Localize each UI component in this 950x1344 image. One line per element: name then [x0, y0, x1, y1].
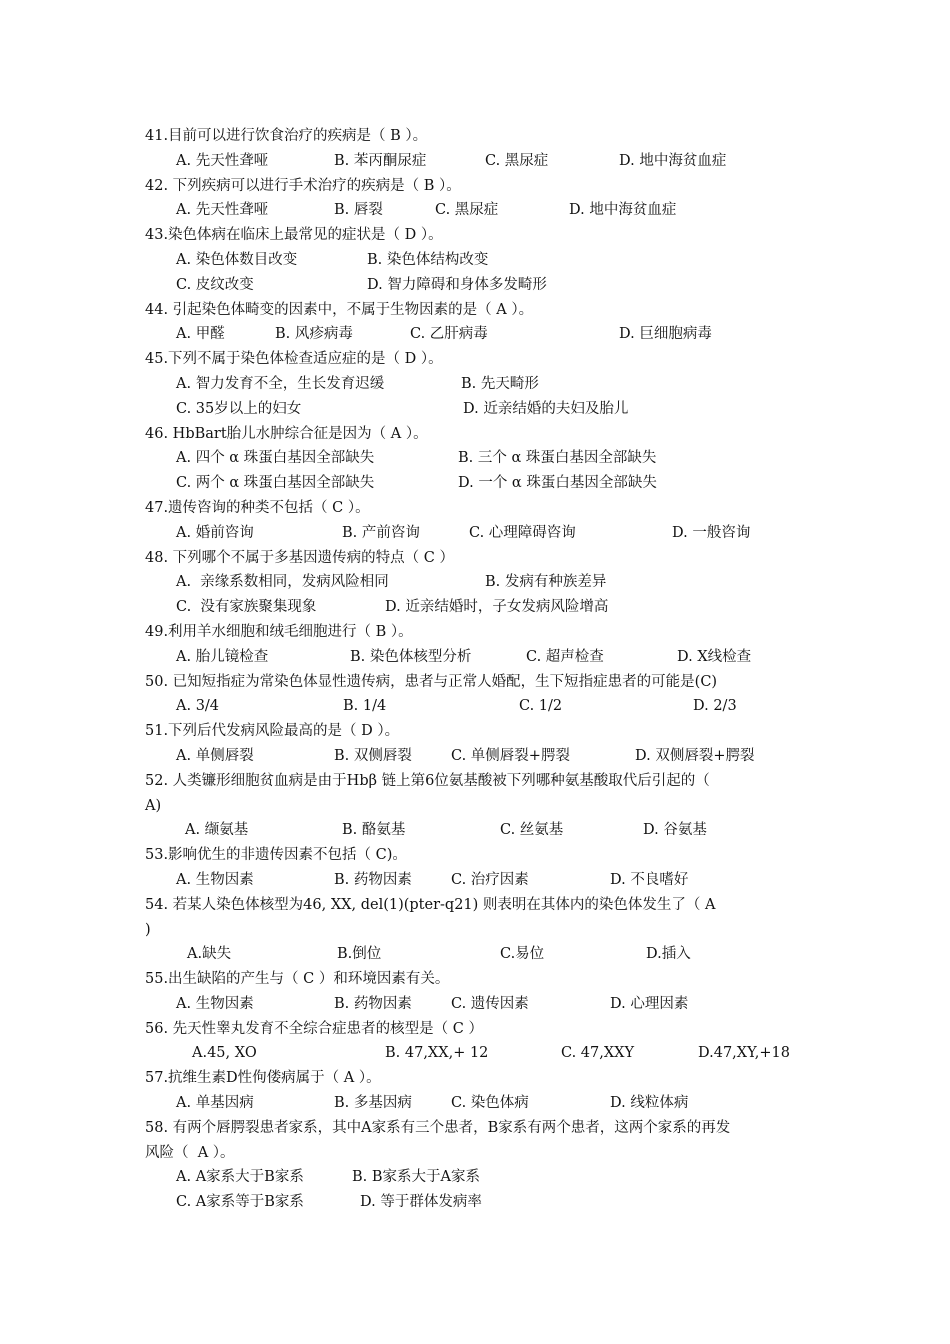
option-row — [145, 942, 825, 967]
answer-option: C. 超声检查 — [526, 648, 604, 665]
option-row — [145, 1091, 825, 1116]
question-stem: 46. HbBart胎儿水肿综合征是因为（ A ）。 — [145, 425, 428, 442]
option-row — [145, 273, 825, 298]
answer-option: D. 一个 α 珠蛋白基因全部缺失 — [458, 475, 657, 492]
answer-option: A.缺失 — [187, 946, 232, 963]
option-row — [145, 471, 825, 496]
option-row — [145, 198, 825, 223]
answer-option: B. 47,XX,+ 12 — [385, 1045, 489, 1062]
question-stem: 50. 已知短指症为常染色体显性遗传病，患者与正常人婚配，生下短指症患者的可能是(C) — [145, 673, 718, 690]
option-row — [145, 818, 825, 843]
question-53 — [145, 843, 825, 893]
answer-option: B. 药物因素 — [334, 871, 412, 888]
question-stem: 43.染色体病在临床上最常见的症状是（ D ）。 — [145, 227, 443, 244]
answer-option: D. 线粒体病 — [610, 1095, 689, 1112]
answer-option: D. 智力障碍和身体多发畸形 — [367, 276, 547, 293]
answer-option: D. 不良嗜好 — [610, 871, 689, 888]
question-stem-continuation: 风险（ A ）。 — [145, 1144, 235, 1161]
answer-option: A. 单基因病 — [176, 1095, 254, 1112]
answer-option: D. 地中海贫血症 — [619, 152, 727, 169]
answer-option: D. 近亲结婚时，子女发病风险增高 — [385, 599, 609, 616]
answer-option: A. 先天性聋哑 — [176, 202, 269, 219]
option-row — [145, 1190, 825, 1215]
answer-option: C. 心理障碍咨询 — [469, 524, 576, 541]
question-50 — [145, 670, 825, 720]
option-row — [145, 446, 825, 471]
answer-option: A. 生物因素 — [176, 995, 254, 1012]
option-row — [145, 372, 825, 397]
option-row — [145, 1165, 825, 1190]
answer-option: B. 多基因病 — [334, 1095, 412, 1112]
question-43 — [145, 223, 825, 297]
answer-option: D. 双侧唇裂+腭裂 — [635, 747, 755, 764]
answer-option: C. A家系等于B家系 — [176, 1194, 304, 1211]
answer-option: A. 婚前咨询 — [176, 524, 254, 541]
question-stem: 51.下列后代发病风险最高的是（ D ）。 — [145, 723, 400, 740]
answer-option: C. 皮纹改变 — [176, 276, 254, 293]
question-stem: 58. 有两个唇腭裂患者家系，其中A家系有三个患者，B家系有两个患者，这两个家系的再发 — [145, 1119, 731, 1136]
answer-option: C. 单侧唇裂+腭裂 — [451, 747, 570, 764]
answer-option: D. 2/3 — [693, 698, 737, 715]
question-49 — [145, 620, 825, 670]
answer-option: C. 治疗因素 — [451, 871, 529, 888]
question-stem: 57.抗维生素D性佝偻病属于（ A ）。 — [145, 1070, 381, 1087]
answer-option: D. 巨细胞病毒 — [619, 326, 712, 343]
answer-option: C. 47,XXY — [561, 1045, 635, 1062]
answer-option: D.47,XY,+18 — [698, 1045, 791, 1062]
question-51 — [145, 719, 825, 769]
question-list — [145, 124, 825, 1215]
answer-option: C. 没有家族聚集现象 — [176, 599, 317, 616]
answer-option: B. 染色体核型分析 — [350, 648, 472, 665]
option-row — [145, 1041, 825, 1066]
answer-option: D. 一般咨询 — [672, 524, 751, 541]
question-44 — [145, 298, 825, 348]
question-55 — [145, 967, 825, 1017]
option-row — [145, 694, 825, 719]
question-56 — [145, 1017, 825, 1067]
answer-option: A.45, XO — [192, 1045, 257, 1062]
answer-option: B.倒位 — [337, 946, 382, 963]
answer-option: D. X线检查 — [677, 648, 752, 665]
question-stem: 42. 下列疾病可以进行手术治疗的疾病是（ B ）。 — [145, 177, 461, 194]
question-stem: 49.利用羊水细胞和绒毛细胞进行（ B ）。 — [145, 623, 413, 640]
option-row — [145, 744, 825, 769]
question-stem-continuation: A) — [145, 797, 162, 814]
question-41 — [145, 124, 825, 174]
answer-option: B. 酪氨基 — [342, 822, 406, 839]
option-row — [145, 397, 825, 422]
question-stem-continuation: ) — [145, 921, 151, 938]
answer-option: D.插入 — [646, 946, 691, 963]
question-stem: 41.目前可以进行饮食治疗的疾病是（ B ）。 — [145, 128, 428, 144]
question-stem: 53.影响优生的非遗传因素不包括（ C)。 — [145, 847, 407, 864]
answer-option: D. 近亲结婚的夫妇及胎儿 — [463, 400, 629, 417]
question-57 — [145, 1066, 825, 1116]
answer-option: B. 苯丙酮尿症 — [334, 152, 427, 169]
answer-option: C. 黑尿症 — [435, 202, 499, 219]
answer-option: B. 三个 α 珠蛋白基因全部缺失 — [458, 450, 657, 467]
question-45 — [145, 347, 825, 421]
option-row — [145, 645, 825, 670]
answer-option: D. 地中海贫血症 — [569, 202, 677, 219]
answer-option: D. 谷氨基 — [643, 822, 707, 839]
question-stem: 54. 若某人染色体核型为46, XX, del(1)(pter-q21) 则表明在其体内的染色体发生了（ A — [145, 896, 716, 913]
answer-option: B. 唇裂 — [334, 202, 383, 219]
answer-option: B. 产前咨询 — [342, 524, 420, 541]
answer-option: D. 等于群体发病率 — [360, 1194, 482, 1211]
answer-option: A. 3/4 — [176, 698, 220, 715]
answer-option: A. 四个 α 珠蛋白基因全部缺失 — [176, 450, 375, 467]
answer-option: D. 心理因素 — [610, 995, 689, 1012]
question-48 — [145, 546, 825, 620]
answer-option: C. 遗传因素 — [451, 995, 529, 1012]
question-stem: 56. 先天性睾丸发育不全综合症患者的核型是（ C ） — [145, 1020, 483, 1037]
option-row — [145, 868, 825, 893]
option-row — [145, 149, 825, 174]
option-row — [145, 992, 825, 1017]
question-46 — [145, 422, 825, 496]
question-stem: 52. 人类镰形细胞贫血病是由于Hbβ 链上第6位氨基酸被下列哪种氨基酸取代后引起的（ — [145, 772, 710, 789]
option-row — [145, 322, 825, 347]
answer-option: A. 先天性聋哑 — [176, 152, 269, 169]
question-stem: 48. 下列哪个不属于多基因遗传病的特点（ C ） — [145, 549, 454, 566]
answer-option: B. 染色体结构改变 — [367, 251, 489, 268]
question-stem: 44. 引起染色体畸变的因素中，不属于生物因素的是（ A ）。 — [145, 301, 534, 318]
answer-option: A. 胎儿镜检查 — [176, 648, 269, 665]
question-stem: 45.下列不属于染色体检查适应症的是（ D ）。 — [145, 351, 443, 368]
answer-option: C. 35岁以上的妇女 — [176, 400, 302, 417]
question-58 — [145, 1116, 825, 1215]
answer-option: B. 1/4 — [343, 698, 387, 715]
answer-option: A. 单侧唇裂 — [176, 747, 254, 764]
answer-option: C.易位 — [500, 946, 545, 963]
question-42 — [145, 174, 825, 224]
answer-option: B. 药物因素 — [334, 995, 412, 1012]
option-row — [145, 521, 825, 546]
question-47 — [145, 496, 825, 546]
answer-option: B. 风疹病毒 — [275, 326, 353, 343]
answer-option: A. 染色体数目改变 — [176, 251, 298, 268]
answer-option: A. 缬氨基 — [185, 822, 249, 839]
answer-option: C. 黑尿症 — [485, 152, 549, 169]
answer-option: C. 乙肝病毒 — [410, 326, 488, 343]
answer-option: A. 生物因素 — [176, 871, 254, 888]
option-row — [145, 595, 825, 620]
answer-option: B. B家系大于A家系 — [352, 1169, 481, 1186]
answer-option: C. 丝氨基 — [500, 822, 564, 839]
answer-option: B. 双侧唇裂 — [334, 747, 412, 764]
question-stem: 47.遗传咨询的种类不包括（ C ）。 — [145, 499, 370, 516]
answer-option: B. 先天畸形 — [461, 375, 539, 392]
answer-option: B. 发病有种族差异 — [485, 574, 607, 591]
option-row — [145, 248, 825, 273]
answer-option: A. A家系大于B家系 — [176, 1169, 304, 1186]
answer-option: A. 甲醛 — [176, 326, 225, 343]
answer-option: C. 两个 α 珠蛋白基因全部缺失 — [176, 475, 375, 492]
answer-option: A. 智力发育不全，生长发育迟缓 — [176, 375, 385, 392]
answer-option: C. 1/2 — [519, 698, 563, 715]
question-54 — [145, 893, 825, 967]
question-stem: 55.出生缺陷的产生与（ C ）和环境因素有关。 — [145, 971, 450, 988]
option-row — [145, 570, 825, 595]
answer-option: A. 亲缘系数相同，发病风险相同 — [176, 574, 389, 591]
question-52 — [145, 769, 825, 843]
answer-option: C. 染色体病 — [451, 1095, 529, 1112]
